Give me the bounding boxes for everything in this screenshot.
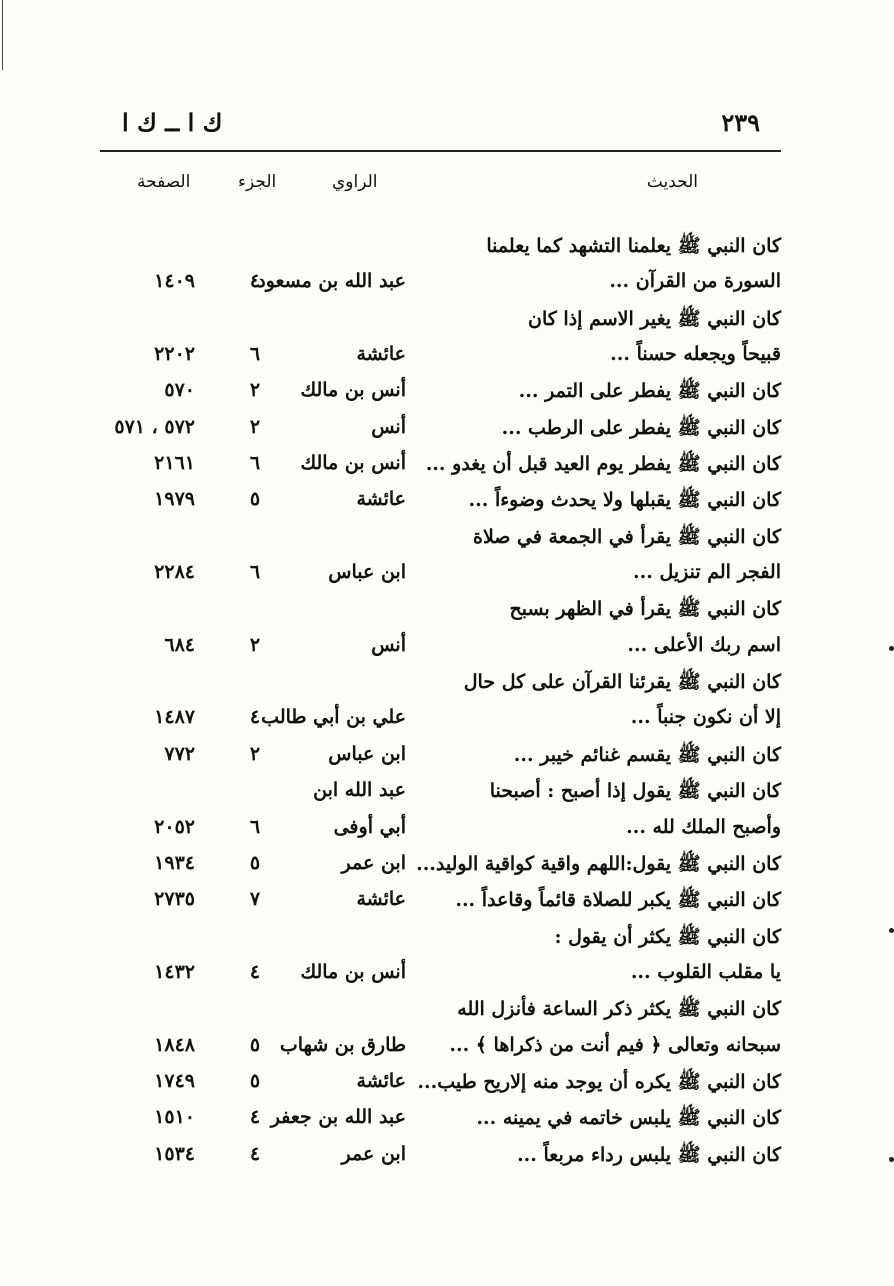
narrator: أنس [371, 415, 406, 438]
narrator: ابن عمر [341, 1142, 406, 1165]
hadith-text: الفجر الم تنزيل ... [632, 561, 781, 584]
hadith-text: كان النبي ﷺ يكره أن يوجد منه إلاريح طيب... [417, 1070, 781, 1093]
hadith-text: كان النبي ﷺ يلبس خاتمه في يمينه ... [476, 1107, 781, 1130]
hadith-text: كان النبي ﷺ يكثر ذكر الساعة فأنزل الله [457, 998, 781, 1021]
volume-number: ٢ [249, 415, 261, 438]
volume-number: ٦ [249, 561, 261, 584]
page-number-cell: ٥٧٢ ، ٥٧١ [114, 415, 195, 438]
narrator: علي بن أبي طالب [261, 706, 406, 729]
page-number-cell: ٧٧٢ [164, 742, 195, 765]
volume-number: ٦ [249, 452, 261, 475]
page-number-cell: ١٩٣٤ [154, 851, 195, 874]
narrator: أنس بن مالك [300, 452, 406, 475]
narrator: أنس بن مالك [300, 960, 406, 983]
narrator: عبد الله بن مسعود [257, 270, 406, 293]
volume-number: ٤ [249, 960, 261, 983]
table-row [0, 486, 894, 522]
table-row [0, 559, 894, 595]
volume-number: ٥ [249, 488, 261, 511]
hadith-index-table [0, 232, 894, 1177]
table-row [0, 923, 894, 959]
table-row [0, 1032, 894, 1068]
table-row [0, 595, 894, 631]
running-head: ك ا ــ ك ا [122, 108, 223, 137]
narrator: أبي أوفى [333, 815, 406, 838]
hadith-text: كان النبي ﷺ يلبس رداء مربعاً ... [517, 1143, 781, 1166]
narrator: عبد الله بن جعفر [270, 1106, 406, 1129]
volume-number: ٧ [249, 888, 261, 911]
table-row [0, 414, 894, 450]
table-row [0, 886, 894, 922]
hadith-text: كان النبي ﷺ يفطر على التمر ... [518, 380, 781, 403]
narrator: عائشة [356, 1069, 406, 1092]
volume-number: ٤ [249, 1106, 261, 1129]
table-row [0, 995, 894, 1031]
page-edge-line [2, 0, 3, 70]
hadith-text: كان النبي ﷺ يكثر أن يقول : [554, 925, 781, 948]
page-number-cell: ٥٧٠ [164, 379, 195, 402]
table-row [0, 1068, 894, 1104]
hadith-text: كان النبي ﷺ يقبلها ولا يحدث وضوءاً ... [468, 489, 781, 512]
volume-number: ٦ [249, 343, 261, 366]
volume-number: ٦ [249, 815, 261, 838]
table-row [0, 668, 894, 704]
header-rule [100, 150, 781, 152]
page-number-cell: ١٤٣٢ [154, 960, 195, 983]
volume-number: ٤ [249, 1142, 261, 1165]
page-number-cell: ١٤٨٧ [154, 706, 195, 729]
narrator: عائشة [356, 888, 406, 911]
hadith-text: كان النبي ﷺ يكبر للصلاة قائماً وقاعداً ... [455, 889, 781, 912]
hadith-text: وأصبح الملك لله ... [626, 815, 781, 838]
hadith-text: كان النبي ﷺ يقسم غنائم خيبر ... [513, 743, 781, 766]
narrator: أنس بن مالك [300, 379, 406, 402]
hadith-text: قبيحاً ويجعله حسناً ... [610, 343, 781, 366]
table-row [0, 268, 894, 304]
page-number-cell: ٦٨٤ [164, 633, 195, 656]
page-number-cell: ٢٠٥٢ [154, 815, 195, 838]
hadith-text: كان النبي ﷺ يقول:اللهم واقية كواقية الوليد... [416, 852, 781, 875]
table-row [0, 704, 894, 740]
volume-number: ٥ [249, 851, 261, 874]
volume-number: ٤ [249, 270, 261, 293]
volume-number: ٢ [249, 742, 261, 765]
volume-number: ٢ [249, 633, 261, 656]
table-row [0, 1104, 894, 1140]
page-number: ٢٣٩ [721, 108, 760, 137]
hadith-text: كان النبي ﷺ يقرأ في الظهر بسبح [509, 598, 781, 621]
volume-number: ٢ [249, 379, 261, 402]
narrator: عبد الله ابن [313, 779, 406, 802]
table-row [0, 341, 894, 377]
hadith-text: إلا أن نكون جنباً ... [630, 706, 781, 729]
narrator: طارق بن شهاب [279, 1033, 406, 1056]
table-row [0, 523, 894, 559]
margin-mark [889, 1157, 894, 1162]
table-row [0, 777, 894, 813]
narrator: عائشة [356, 488, 406, 511]
hadith-text: كان النبي ﷺ يقول إذا أصبح : أصبحنا [489, 780, 781, 803]
column-header-page: الصفحة [137, 172, 191, 192]
hadith-text: اسم ربك الأعلى ... [627, 633, 781, 656]
hadith-text: كان النبي ﷺ يفطر على الرطب ... [501, 416, 781, 439]
margin-mark [889, 646, 894, 651]
hadith-text: يا مقلب القلوب ... [630, 960, 781, 983]
narrator: عائشة [356, 343, 406, 366]
volume-number: ٤ [249, 706, 261, 729]
hadith-text: سبحانه وتعالى ﴿ فيم أنت من ذكراها ﴾ ... [449, 1033, 781, 1056]
narrator: ابن عباس [328, 561, 406, 584]
column-header-narrator: الراوي [332, 172, 378, 192]
margin-mark [889, 928, 894, 933]
narrator: أنس [371, 633, 406, 656]
page-number-cell: ١٨٤٨ [154, 1033, 195, 1056]
page-number-cell: ١٧٤٩ [154, 1069, 195, 1092]
table-row [0, 632, 894, 668]
volume-number: ٥ [249, 1069, 261, 1092]
hadith-text: كان النبي ﷺ يقرئنا القرآن على كل حال [463, 671, 781, 694]
table-row [0, 450, 894, 486]
column-header-volume: الجزء [238, 172, 277, 192]
table-row [0, 741, 894, 777]
column-headers [0, 172, 894, 202]
column-header-hadith: الحديث [646, 172, 698, 192]
page-number-cell: ١٥٣٤ [154, 1142, 195, 1165]
table-row [0, 814, 894, 850]
page-number-cell: ٢٧٣٥ [154, 888, 195, 911]
table-row [0, 377, 894, 413]
table-row [0, 232, 894, 268]
table-row [0, 850, 894, 886]
page-number-cell: ١٤٠٩ [154, 270, 195, 293]
hadith-text: كان النبي ﷺ يغير الاسم إذا كان [528, 307, 781, 330]
page-number-cell: ١٥١٠ [154, 1106, 195, 1129]
page-number-cell: ٢٢٨٤ [154, 561, 195, 584]
page-number-cell: ٢٢٠٢ [154, 343, 195, 366]
narrator: ابن عمر [341, 851, 406, 874]
page-header [100, 106, 774, 142]
page-number-cell: ١٩٧٩ [154, 488, 195, 511]
page-number-cell: ٢١٦١ [154, 452, 195, 475]
table-row [0, 305, 894, 341]
table-row [0, 959, 894, 995]
hadith-text: كان النبي ﷺ يفطر يوم العيد قبل أن يغدو ... [425, 453, 781, 476]
narrator: ابن عباس [328, 742, 406, 765]
table-row [0, 1141, 894, 1177]
hadith-text: السورة من القرآن ... [609, 270, 781, 293]
hadith-text: كان النبي ﷺ يعلمنا التشهد كما يعلمنا [486, 235, 781, 257]
volume-number: ٥ [249, 1033, 261, 1056]
hadith-text: كان النبي ﷺ يقرأ في الجمعة في صلاة [472, 525, 781, 548]
